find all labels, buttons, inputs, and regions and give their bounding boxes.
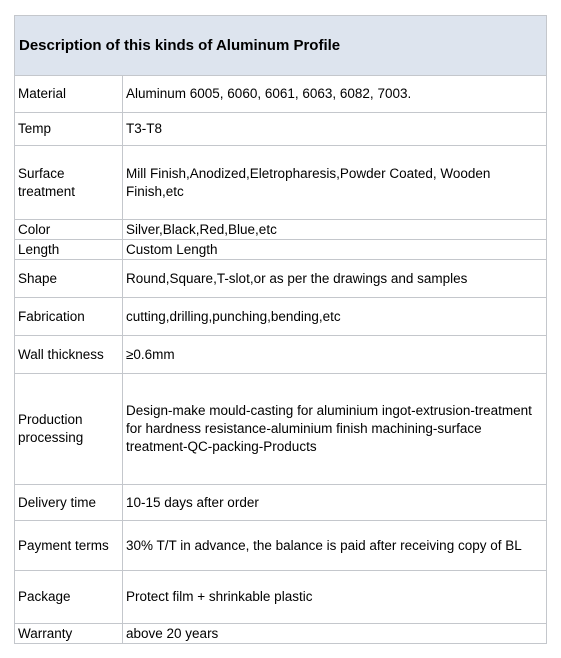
row-label: Temp <box>15 113 123 146</box>
row-value: T3-T8 <box>123 113 547 146</box>
row-value: Custom Length <box>123 240 547 260</box>
row-label: Color <box>15 220 123 240</box>
row-label: Package <box>15 571 123 624</box>
row-value: Mill Finish,Anodized,Eletropharesis,Powder Coated, Wooden Finish,etc <box>123 146 547 220</box>
row-label: Delivery time <box>15 485 123 521</box>
row-label: Material <box>15 76 123 113</box>
table-row <box>15 260 547 298</box>
table-row <box>15 336 547 374</box>
row-label: Warranty <box>15 624 123 644</box>
table-row <box>15 298 547 336</box>
specification-table <box>14 15 547 644</box>
table-row <box>15 113 547 146</box>
row-label: Shape <box>15 260 123 298</box>
row-value: Round,Square,T-slot,or as per the drawings and samples <box>123 260 547 298</box>
row-label: Production processing <box>15 374 123 485</box>
row-value: cutting,drilling,punching,bending,etc <box>123 298 547 336</box>
row-label: Wall thickness <box>15 336 123 374</box>
table-row <box>15 240 547 260</box>
row-label: Fabrication <box>15 298 123 336</box>
table-row <box>15 76 547 113</box>
row-value: 10-15 days after order <box>123 485 547 521</box>
table-row <box>15 521 547 571</box>
row-value: Silver,Black,Red,Blue,etc <box>123 220 547 240</box>
table-row <box>15 571 547 624</box>
row-label: Length <box>15 240 123 260</box>
table-title: Description of this kinds of Aluminum Profile <box>15 16 547 76</box>
row-value: Aluminum 6005, 6060, 6061, 6063, 6082, 7003. <box>123 76 547 113</box>
row-value: ≥0.6mm <box>123 336 547 374</box>
row-value: 30% T/T in advance, the balance is paid after receiving copy of BL <box>123 521 547 571</box>
table-row <box>15 374 547 485</box>
table-row <box>15 146 547 220</box>
row-value: above 20 years <box>123 624 547 644</box>
row-label: Surface treatment <box>15 146 123 220</box>
table-row <box>15 485 547 521</box>
row-label: Payment terms <box>15 521 123 571</box>
table-header-row <box>15 16 547 76</box>
table-row <box>15 220 547 240</box>
table-row <box>15 624 547 644</box>
row-value: Protect film + shrinkable plastic <box>123 571 547 624</box>
row-value: Design-make mould-casting for aluminium ingot-extrusion-treatment for hardness resistance-aluminium finish machining-surface treatment-QC-packing-Products <box>123 374 547 485</box>
